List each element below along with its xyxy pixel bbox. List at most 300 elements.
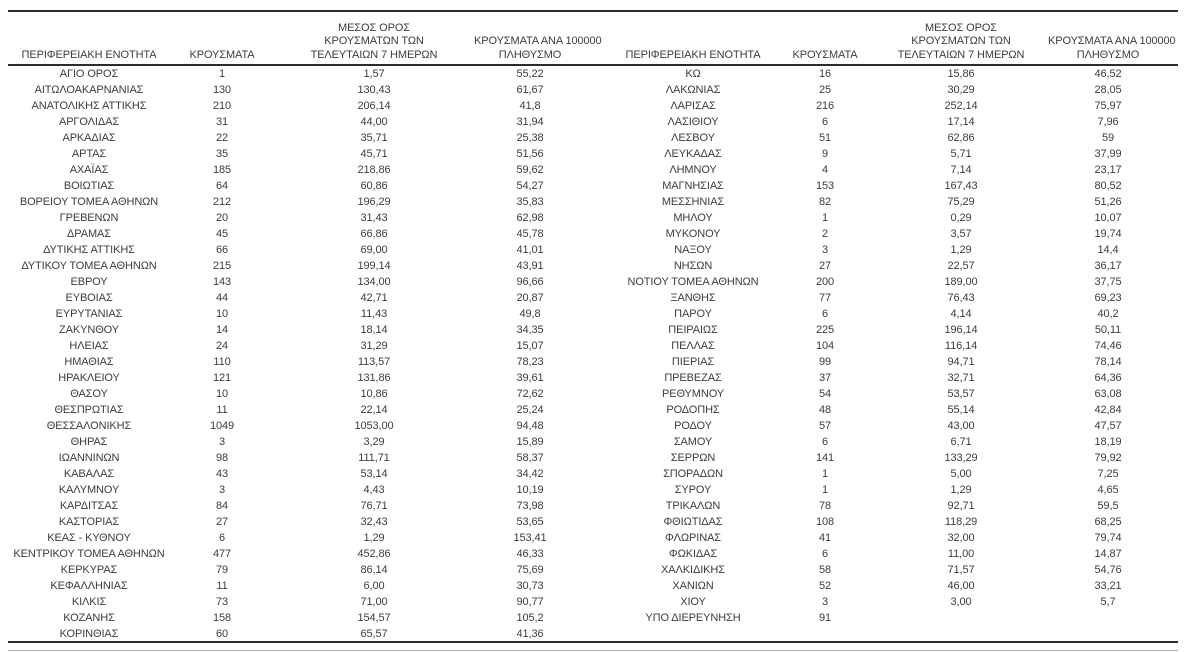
table-row <box>610 210 1168 226</box>
avg7-cell: 66,86 <box>360 228 388 240</box>
region-cell: ΣΕΡΡΩΝ <box>670 452 716 464</box>
region-cell: ΣΑΜΟΥ <box>673 436 713 448</box>
avg7-cell: 55,14 <box>947 404 975 416</box>
region-cell: ΠΙΕΡΙΑΣ <box>671 356 715 368</box>
region-cell: ΑΡΚΑΔΙΑΣ <box>62 132 116 144</box>
table-row <box>8 178 586 194</box>
region-cell: ΚΙΛΚΙΣ <box>71 596 107 608</box>
table-row <box>8 146 586 162</box>
per100k-cell: 14,4 <box>1097 244 1119 256</box>
table-row <box>610 322 1168 338</box>
table-row <box>8 514 586 530</box>
per100k-cell: 37,75 <box>1094 276 1122 288</box>
region-cell: ΛΑΣΙΘΙΟΥ <box>667 116 719 128</box>
avg7-cell: 35,71 <box>360 132 388 144</box>
table-row <box>8 370 586 386</box>
avg7-cell: 71,57 <box>947 564 975 576</box>
per100k-cell: 54,76 <box>1094 564 1122 576</box>
avg7-cell: 42,71 <box>360 292 388 304</box>
table-row <box>8 578 586 594</box>
region-cell: ΔΥΤΙΚΟΥ ΤΟΜΕΑ ΑΘΗΝΩΝ <box>21 260 157 272</box>
cases-cell: 91 <box>818 612 832 624</box>
avg7-cell: 3,29 <box>363 436 385 448</box>
region-cell: ΧΙΟΥ <box>680 596 706 608</box>
table-row <box>610 498 1168 514</box>
avg7-cell: 45,71 <box>360 148 388 160</box>
region-cell: ΧΑΝΙΩΝ <box>672 580 714 592</box>
cases-cell: 1 <box>821 484 829 496</box>
cases-cell: 57 <box>818 420 832 432</box>
per100k-cell: 63,08 <box>1094 388 1122 400</box>
table-row <box>8 418 586 434</box>
cases-cell: 60 <box>215 628 229 640</box>
region-cell: ΜΥΚΟΝΟΥ <box>665 228 721 240</box>
avg7-cell: 1,29 <box>363 532 385 544</box>
header-cases-label: ΚΡΟΥΣΜΑΤΑ <box>189 48 255 61</box>
per100k-cell: 46,52 <box>1094 68 1122 80</box>
header-region <box>610 49 776 65</box>
region-cell: ΜΕΣΣΗΝΙΑΣ <box>661 196 725 208</box>
regional-table-right <box>610 12 1176 626</box>
avg7-cell: 11,00 <box>947 548 975 560</box>
per100k-cell <box>1048 610 1168 626</box>
table-row <box>8 434 586 450</box>
per100k-cell: 69,23 <box>1094 292 1122 304</box>
cases-cell: 477 <box>212 548 232 560</box>
avg7-cell: 32,71 <box>947 372 975 384</box>
avg7-cell: 71,00 <box>360 596 388 608</box>
avg7-cell: 11,43 <box>360 308 388 320</box>
cases-cell: 1049 <box>209 420 235 432</box>
per100k-cell: 23,17 <box>1094 164 1122 176</box>
cases-cell: 130 <box>212 84 232 96</box>
avg7-cell: 31,43 <box>360 212 388 224</box>
avg7-cell: 30,29 <box>947 84 975 96</box>
cases-cell: 41 <box>818 532 832 544</box>
region-cell: ΛΑΚΩΝΙΑΣ <box>665 84 721 96</box>
region-cell: ΜΗΛΟΥ <box>673 212 713 224</box>
per100k-cell: 25,24 <box>516 404 544 416</box>
region-cell: ΙΩΑΝΝΙΝΩΝ <box>58 452 120 464</box>
cases-cell: 110 <box>213 356 231 368</box>
per100k-cell: 79,74 <box>1094 532 1122 544</box>
region-cell: ΦΘΙΩΤΙΔΑΣ <box>663 516 723 528</box>
avg7-cell: 252,14 <box>944 100 978 112</box>
per100k-cell: 54,27 <box>516 180 544 192</box>
cases-cell: 43 <box>215 468 229 480</box>
avg7-cell: 69,00 <box>360 244 388 256</box>
cases-cell: 37 <box>818 372 832 384</box>
region-cell: ΑΝΑΤΟΛΙΚΗΣ ΑΤΤΙΚΗΣ <box>31 100 147 112</box>
table-row <box>610 594 1168 610</box>
table-row <box>610 578 1168 594</box>
avg7-cell: 6,00 <box>363 580 385 592</box>
table-row <box>8 338 586 354</box>
per100k-cell: 59,62 <box>516 164 544 176</box>
region-cell: ΡΕΘΥΜΝΟΥ <box>661 388 725 400</box>
per100k-cell: 35,83 <box>516 196 544 208</box>
cases-cell: 64 <box>215 180 229 192</box>
cases-cell: 2 <box>821 228 829 240</box>
table-row <box>8 306 586 322</box>
cases-cell: 35 <box>215 148 229 160</box>
cases-cell: 210 <box>212 100 232 112</box>
cases-cell: 121 <box>212 372 232 384</box>
avg7-cell: 111,71 <box>358 452 390 464</box>
per100k-cell: 10,19 <box>516 484 544 496</box>
table-row <box>610 242 1168 258</box>
avg7-cell: 44,00 <box>360 116 388 128</box>
cases-cell: 4 <box>821 164 829 176</box>
per100k-cell: 51,56 <box>516 148 544 160</box>
per100k-cell: 78,23 <box>516 356 544 368</box>
per100k-cell: 40,2 <box>1097 308 1119 320</box>
per100k-cell: 46,33 <box>516 548 544 560</box>
region-cell: ΔΡΑΜΑΣ <box>67 228 111 240</box>
region-cell: ΚΑΒΑΛΑΣ <box>63 468 115 480</box>
cases-cell: 99 <box>818 356 832 368</box>
region-cell: ΚΕΝΤΡΙΚΟΥ ΤΟΜΕΑ ΑΘΗΝΩΝ <box>13 548 165 560</box>
per100k-cell: 18,19 <box>1094 436 1122 448</box>
avg7-cell: 1,29 <box>950 244 972 256</box>
avg7-cell: 94,71 <box>947 356 975 368</box>
cases-cell: 48 <box>818 404 832 416</box>
region-cell: ΕΒΡΟΥ <box>70 276 108 288</box>
cases-cell: 14 <box>215 324 229 336</box>
cases-cell: 27 <box>818 260 832 272</box>
avg7-cell: 133,29 <box>944 452 978 464</box>
cases-cell: 1 <box>821 468 829 480</box>
per100k-cell: 20,87 <box>516 292 544 304</box>
header-region <box>8 49 170 65</box>
table-row <box>8 562 586 578</box>
header-cases <box>776 49 874 65</box>
per100k-cell: 5,7 <box>1100 596 1116 608</box>
per100k-cell: 42,84 <box>1094 404 1122 416</box>
region-cell: ΛΗΜΝΟΥ <box>669 164 717 176</box>
avg7-cell: 4,43 <box>363 484 385 496</box>
avg7-cell: 31,29 <box>360 340 388 352</box>
region-cell: ΗΜΑΘΙΑΣ <box>64 356 114 368</box>
header-region-label: ΠΕΡΙΦΕΡΕΙΑΚΗ ΕΝΟΤΗΤΑ <box>21 48 157 61</box>
avg7-cell: 5,71 <box>950 148 972 160</box>
avg7-cell: 3,00 <box>950 596 972 608</box>
table-row <box>610 370 1168 386</box>
cases-cell: 6 <box>821 116 829 128</box>
avg7-cell: 0,29 <box>950 212 972 224</box>
cases-cell: 73 <box>215 596 229 608</box>
avg7-cell: 32,00 <box>947 532 975 544</box>
table-row <box>610 434 1168 450</box>
per100k-cell: 105,2 <box>516 612 544 624</box>
region-cell: ΤΡΙΚΑΛΩΝ <box>665 500 721 512</box>
cases-cell: 22 <box>215 132 229 144</box>
table-row <box>8 546 586 562</box>
avg7-cell: 134,00 <box>357 276 391 288</box>
table-row <box>610 466 1168 482</box>
region-cell: ΦΩΚΙΔΑΣ <box>668 548 718 560</box>
per100k-cell: 41,36 <box>516 628 544 640</box>
table-body-right <box>610 66 1168 626</box>
avg7-cell: 130,43 <box>357 84 391 96</box>
table-row <box>610 546 1168 562</box>
region-cell: ΕΥΒΟΙΑΣ <box>65 292 113 304</box>
header-region-label: ΠΕΡΙΦΕΡΕΙΑΚΗ ΕΝΟΤΗΤΑ <box>625 48 761 61</box>
avg7-cell: 218,86 <box>357 164 391 176</box>
per100k-cell: 47,57 <box>1094 420 1122 432</box>
per100k-cell: 15,89 <box>516 436 544 448</box>
table-row <box>610 306 1168 322</box>
avg7-cell: 53,57 <box>947 388 975 400</box>
avg7-cell: 113,57 <box>357 356 391 368</box>
page-footer-rule <box>8 650 1178 651</box>
per100k-cell: 74,46 <box>1094 340 1122 352</box>
table-row <box>8 226 586 242</box>
table-row <box>610 562 1168 578</box>
avg7-cell: 92,71 <box>947 500 975 512</box>
cases-cell: 212 <box>212 196 232 208</box>
cases-cell: 143 <box>212 276 232 288</box>
avg7-cell: 189,00 <box>944 276 978 288</box>
table-body-left <box>8 66 586 642</box>
per100k-cell: 64,36 <box>1094 372 1122 384</box>
cases-cell: 6 <box>821 436 829 448</box>
table-row <box>8 274 586 290</box>
table-row <box>610 514 1168 530</box>
cases-cell: 52 <box>818 580 832 592</box>
cases-cell: 104 <box>815 340 835 352</box>
region-cell: ΒΟΡΕΙΟΥ ΤΟΜΕΑ ΑΘΗΝΩΝ <box>19 196 159 208</box>
table-row <box>610 274 1168 290</box>
cases-cell: 82 <box>818 196 832 208</box>
region-cell: ΔΥΤΙΚΗΣ ΑΤΤΙΚΗΣ <box>43 244 135 256</box>
region-cell: ΞΑΝΘΗΣ <box>670 292 716 304</box>
avg7-cell: 1,29 <box>950 484 972 496</box>
region-cell: ΝΗΣΩΝ <box>673 260 713 272</box>
avg7-cell: 32,43 <box>360 516 388 528</box>
cases-cell: 44 <box>215 292 229 304</box>
per100k-cell: 33,21 <box>1094 580 1122 592</box>
avg7-cell: 43,00 <box>947 420 975 432</box>
avg7-cell: 154,57 <box>357 612 391 624</box>
cases-cell: 51 <box>818 132 832 144</box>
cases-cell: 6 <box>218 532 226 544</box>
per100k-cell: 19,74 <box>1094 228 1122 240</box>
region-cell: ΘΗΡΑΣ <box>70 436 108 448</box>
per100k-cell: 41,01 <box>516 244 544 256</box>
avg7-cell: 3,57 <box>950 228 972 240</box>
per100k-cell: 25,38 <box>516 132 544 144</box>
per100k-cell: 7,96 <box>1097 116 1119 128</box>
per100k-cell: 31,94 <box>516 116 544 128</box>
avg7-cell: 1,57 <box>363 68 385 80</box>
region-cell: ΚΑΡΔΙΤΣΑΣ <box>59 500 119 512</box>
per100k-cell: 73,98 <box>516 500 544 512</box>
avg7-cell: 5,00 <box>950 468 972 480</box>
cases-cell: 45 <box>215 228 229 240</box>
region-cell: ΘΕΣΠΡΩΤΙΑΣ <box>54 404 124 416</box>
per100k-cell: 90,77 <box>516 596 544 608</box>
region-cell: ΦΛΩΡΙΝΑΣ <box>664 532 722 544</box>
region-cell: ΠΕΙΡΑΙΩΣ <box>668 324 718 336</box>
per100k-cell: 62,98 <box>516 212 544 224</box>
avg7-cell: 22,14 <box>360 404 388 416</box>
table-row <box>8 82 586 98</box>
per100k-cell: 55,22 <box>516 68 544 80</box>
cases-cell: 215 <box>212 260 232 272</box>
table-row <box>610 194 1168 210</box>
avg7-cell: 18,14 <box>360 324 388 336</box>
header-avg7: ΜΕΣΟΣ ΟΡΟΣ ΚΡΟΥΣΜΑΤΩΝ ΤΩΝ ΤΕΛΕΥΤΑΙΩΝ 7 ΗΜΕΡΩΝ <box>310 21 438 61</box>
table-row <box>8 66 586 82</box>
table-row <box>610 338 1168 354</box>
table-row <box>610 610 1168 626</box>
region-cell: ΜΑΓΝΗΣΙΑΣ <box>662 180 724 192</box>
table-row <box>8 162 586 178</box>
region-cell: ΑΡΤΑΣ <box>71 148 107 160</box>
table-row <box>610 162 1168 178</box>
region-cell: ΚΕΡΚΥΡΑΣ <box>60 564 118 576</box>
cases-cell: 98 <box>215 452 229 464</box>
table-row <box>610 386 1168 402</box>
avg7-cell: 22,57 <box>947 260 975 272</box>
per100k-cell: 34,42 <box>516 468 544 480</box>
region-cell: ΚΕΦΑΛΛΗΝΙΑΣ <box>50 580 128 592</box>
header-avg7: ΜΕΣΟΣ ΟΡΟΣ ΚΡΟΥΣΜΑΤΩΝ ΤΩΝ ΤΕΛΕΥΤΑΙΩΝ 7 ΗΜΕΡΩΝ <box>897 21 1025 61</box>
table-row <box>8 594 586 610</box>
per100k-cell: 4,65 <box>1097 484 1119 496</box>
per100k-cell: 50,11 <box>1094 324 1122 336</box>
avg7-cell: 15,86 <box>947 68 975 80</box>
per100k-cell: 30,73 <box>516 580 544 592</box>
table-row <box>8 130 586 146</box>
per100k-cell: 15,07 <box>516 340 544 352</box>
avg7-cell: 62,86 <box>947 132 975 144</box>
cases-cell: 158 <box>212 612 232 624</box>
per100k-cell: 7,25 <box>1097 468 1119 480</box>
per100k-cell: 41,8 <box>519 100 541 112</box>
cases-cell: 141 <box>815 452 835 464</box>
region-cell: ΚΟΡΙΝΘΙΑΣ <box>59 628 119 640</box>
avg7-cell: 46,00 <box>947 580 975 592</box>
avg7-cell: 118,29 <box>944 516 978 528</box>
cases-cell: 6 <box>821 308 829 320</box>
cases-cell: 225 <box>815 324 835 336</box>
per100k-cell: 53,65 <box>516 516 544 528</box>
header-per100k: ΚΡΟΥΣΜΑΤΑ ΑΝΑ 100000 ΠΛΗΘΥΣΜΟ <box>474 35 602 61</box>
region-cell: ΘΑΣΟΥ <box>70 388 108 400</box>
table-row <box>610 98 1168 114</box>
per100k-cell: 80,52 <box>1094 180 1122 192</box>
cases-cell: 3 <box>218 484 226 496</box>
avg7-cell: 1053,00 <box>354 420 394 432</box>
table-row <box>610 450 1168 466</box>
cases-cell: 20 <box>215 212 229 224</box>
avg7-cell: 167,43 <box>944 180 978 192</box>
avg7-cell: 452,86 <box>357 548 391 560</box>
region-cell: ΧΑΛΚΙΔΙΚΗΣ <box>661 564 725 576</box>
per100k-cell: 94,48 <box>516 420 544 432</box>
avg7-cell: 53,14 <box>360 468 388 480</box>
header-per100k: ΚΡΟΥΣΜΑΤΑ ΑΝΑ 100000 ΠΛΗΘΥΣΜΟ <box>1048 35 1176 61</box>
region-cell: ΣΠΟΡΑΔΩΝ <box>663 468 723 480</box>
avg7-cell: 116,14 <box>944 340 978 352</box>
avg7-cell: 4,14 <box>950 308 972 320</box>
table-row <box>610 178 1168 194</box>
cases-cell: 58 <box>818 564 832 576</box>
region-cell: ΑΧΑΪΑΣ <box>69 164 109 176</box>
cases-cell: 3 <box>218 436 226 448</box>
region-cell: ΡΟΔΟΥ <box>674 420 712 432</box>
table-row <box>610 114 1168 130</box>
region-cell: ΛΑΡΙΣΑΣ <box>670 100 716 112</box>
per100k-cell: 78,14 <box>1094 356 1122 368</box>
table-row <box>8 530 586 546</box>
avg7-cell: 75,29 <box>947 196 975 208</box>
header-cases <box>170 49 274 65</box>
region-cell: ΚΩ <box>685 68 701 80</box>
cases-cell: 31 <box>215 116 229 128</box>
per100k-cell: 68,25 <box>1094 516 1122 528</box>
cases-cell: 185 <box>212 164 232 176</box>
region-cell: ΘΕΣΣΑΛΟΝΙΚΗΣ <box>46 420 132 432</box>
cases-cell: 77 <box>818 292 832 304</box>
cases-cell: 11 <box>216 404 228 416</box>
region-cell: ΑΙΤΩΛΟΑΚΑΡΝΑΝΙΑΣ <box>34 84 144 96</box>
table-row <box>610 530 1168 546</box>
region-cell: ΑΓΙΟ ΟΡΟΣ <box>59 68 119 80</box>
table-row <box>8 402 586 418</box>
cases-cell: 27 <box>215 516 229 528</box>
cases-cell: 54 <box>818 388 832 400</box>
per100k-cell: 58,37 <box>516 452 544 464</box>
table-row <box>8 450 586 466</box>
table-header <box>610 12 1176 64</box>
cases-cell: 10 <box>215 308 229 320</box>
table-row <box>610 290 1168 306</box>
per100k-cell: 37,99 <box>1094 148 1122 160</box>
region-cell: ΠΕΛΛΑΣ <box>671 340 715 352</box>
region-cell: ΗΡΑΚΛΕΙΟΥ <box>58 372 120 384</box>
per100k-cell: 72,62 <box>516 388 544 400</box>
per100k-cell: 49,8 <box>519 308 541 320</box>
table-row <box>8 386 586 402</box>
per100k-cell: 75,97 <box>1094 100 1122 112</box>
region-cell: ΗΛΕΙΑΣ <box>69 340 109 352</box>
cases-cell: 9 <box>821 148 829 160</box>
table-row <box>610 82 1168 98</box>
cases-cell: 79 <box>215 564 229 576</box>
region-cell: ΥΠΟ ΔΙΕΡΕΥΝΗΣΗ <box>645 612 741 624</box>
cases-cell: 84 <box>215 500 229 512</box>
table-row <box>8 482 586 498</box>
avg7-cell: 86,14 <box>360 564 388 576</box>
avg7-cell: 76,43 <box>947 292 975 304</box>
region-cell: ΚΑΣΤΟΡΙΑΣ <box>58 516 120 528</box>
cases-cell: 153 <box>815 180 835 192</box>
region-cell: ΡΟΔΟΠΗΣ <box>666 404 720 416</box>
cases-cell: 3 <box>821 596 829 608</box>
per100k-cell: 96,66 <box>516 276 544 288</box>
cases-cell: 6 <box>821 548 829 560</box>
table-row <box>610 402 1168 418</box>
avg7-cell <box>874 610 1048 626</box>
avg7-cell: 206,14 <box>357 100 391 112</box>
region-cell: ΓΡΕΒΕΝΩΝ <box>59 212 119 224</box>
per100k-cell: 45,78 <box>516 228 544 240</box>
avg7-cell: 7,14 <box>950 164 972 176</box>
cases-cell: 1 <box>821 212 829 224</box>
